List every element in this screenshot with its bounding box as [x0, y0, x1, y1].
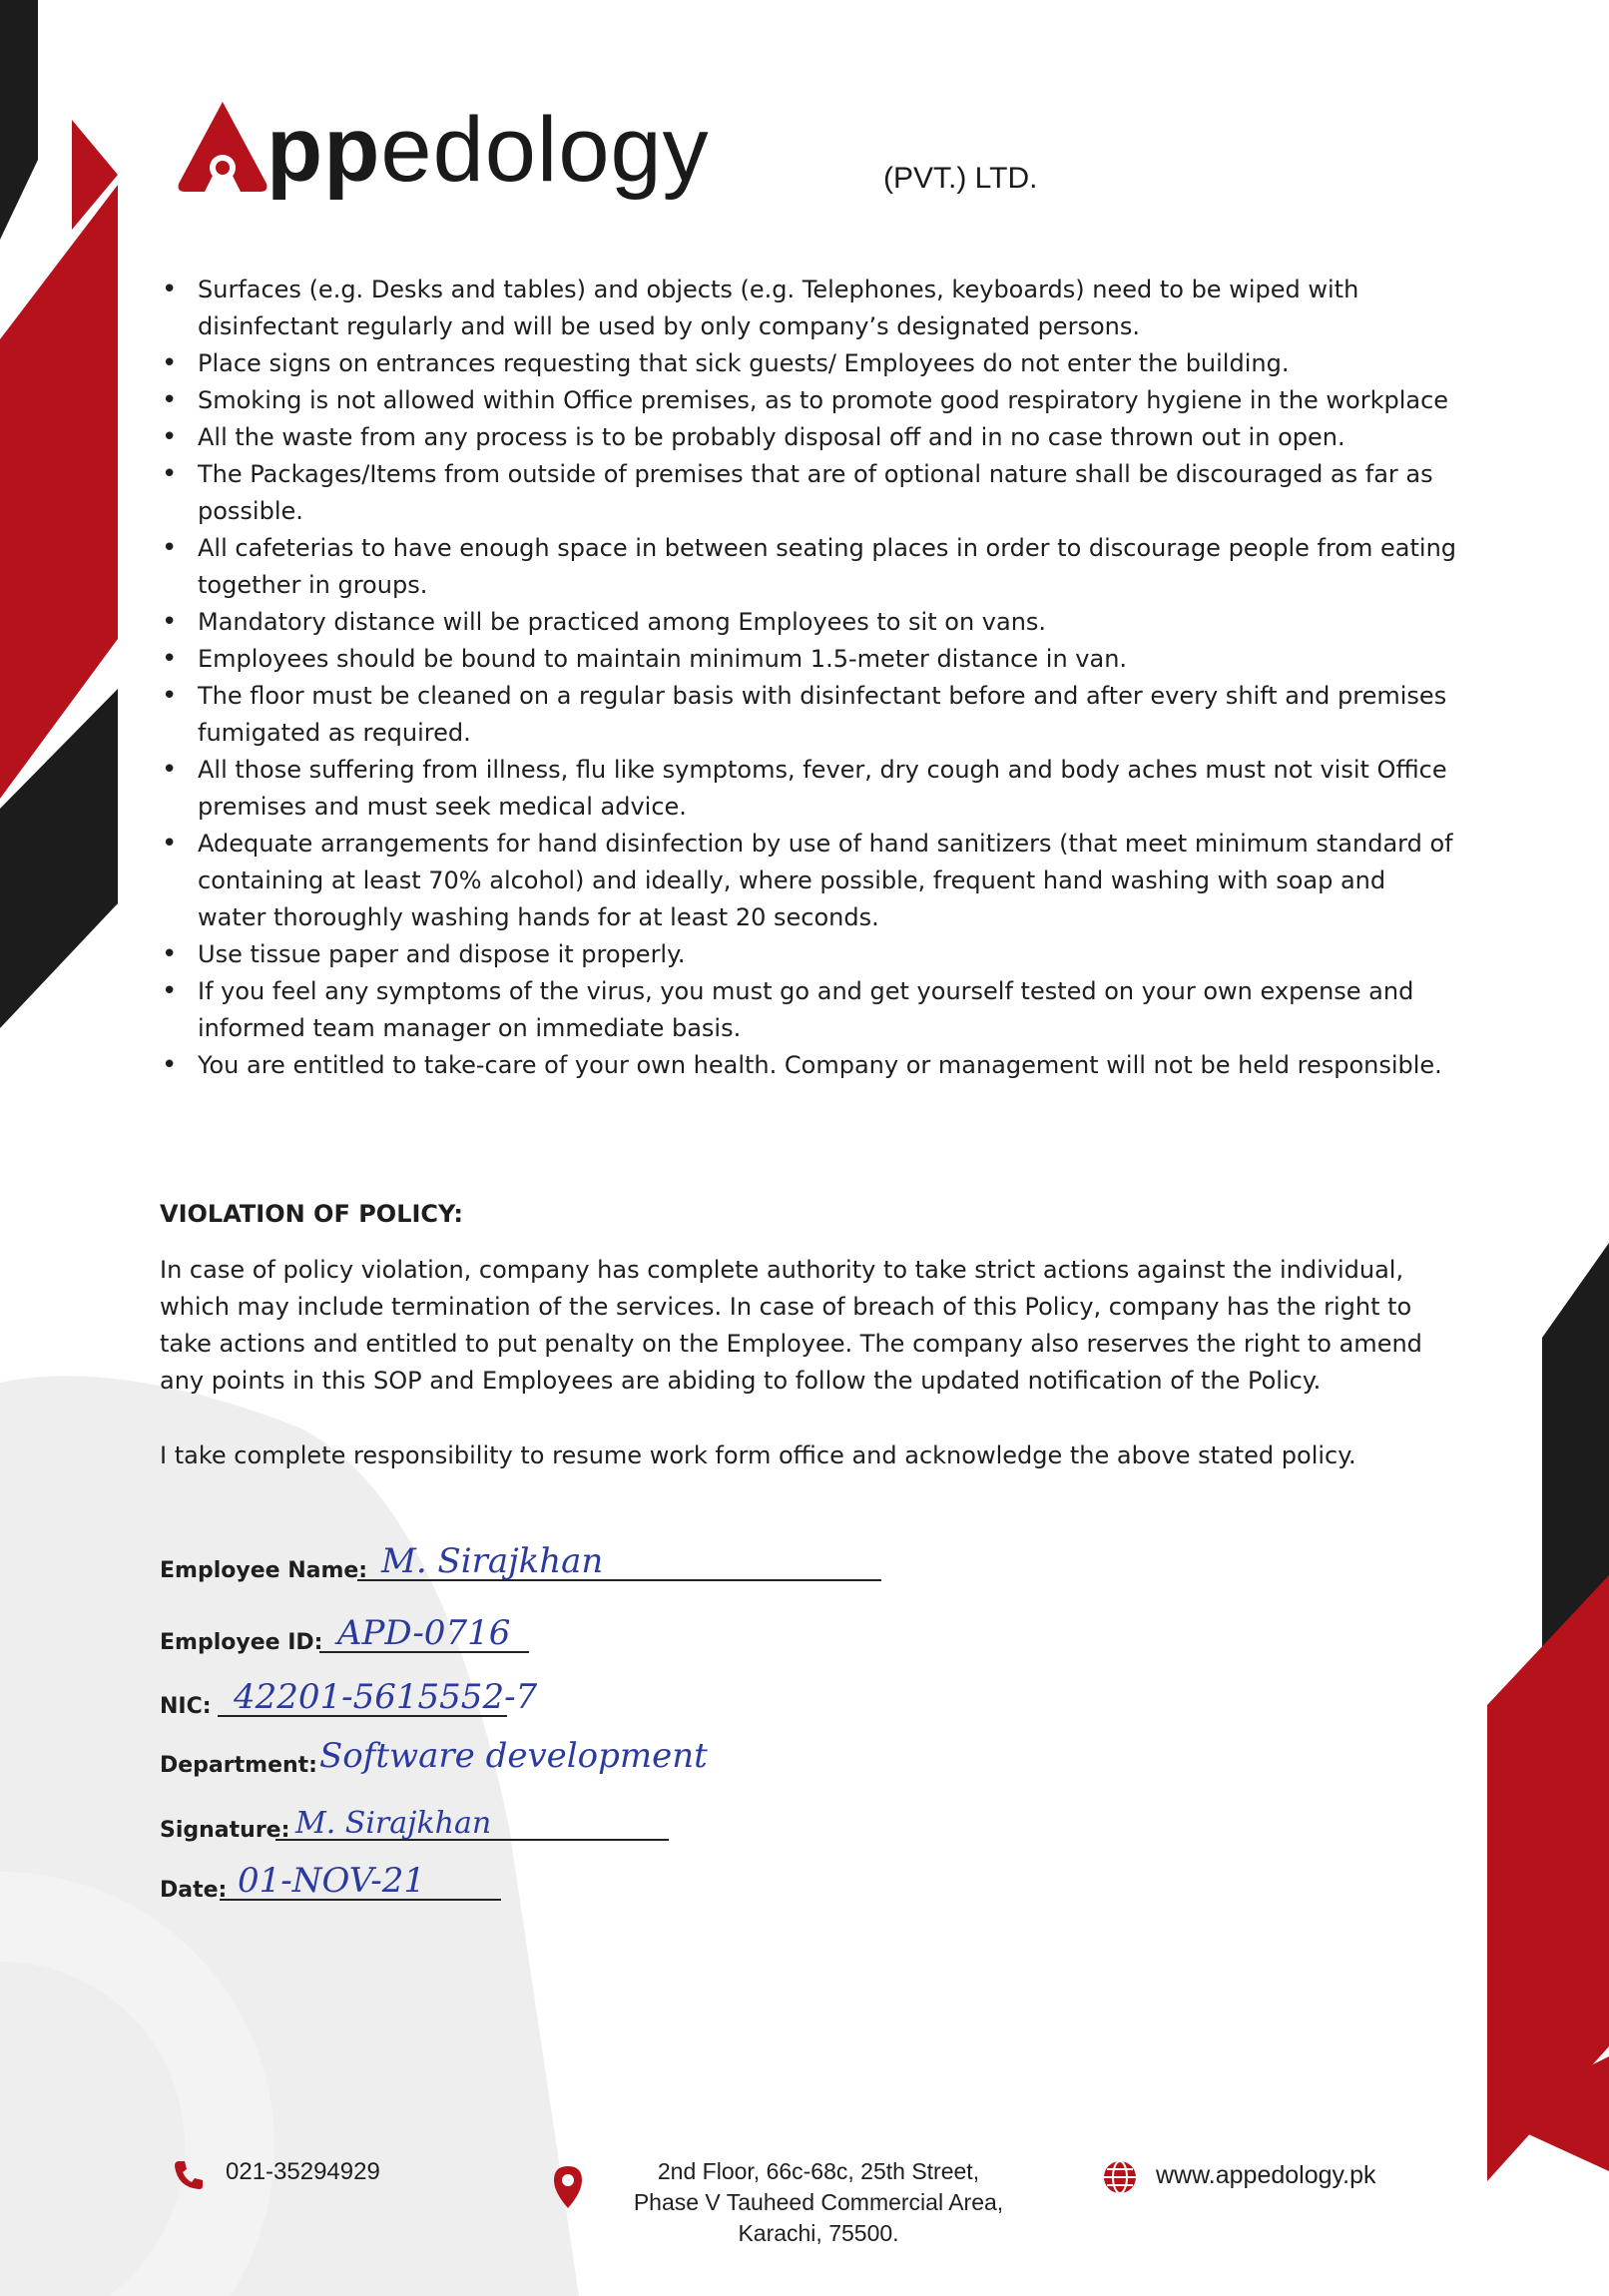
date-label: Date: — [160, 1878, 228, 1903]
employee-id-row — [160, 1609, 579, 1659]
logo-suffix: (PVT.) LTD. — [883, 162, 1038, 195]
logo-a-mark-icon — [175, 98, 270, 202]
employee-id-value[interactable]: APD-0716 — [337, 1613, 511, 1653]
globe-icon — [1102, 2159, 1138, 2195]
policy-bullet: • If you feel any symptoms of the virus, you must go and get yourself tested on your own expense and informed team manager on immediate basis. — [160, 973, 1457, 1047]
date-value[interactable]: 01-NOV-21 — [238, 1861, 425, 1901]
acknowledgement-paragraph: I take complete responsibility to resume work form office and acknowledge the above stated policy. — [160, 1441, 1356, 1469]
policy-bullet-list — [160, 272, 1457, 1084]
department-row — [160, 1732, 858, 1782]
logo-wordmark-light: edology — [380, 99, 710, 201]
policy-bullet: • Employees should be bound to maintain minimum 1.5-meter distance in van. — [160, 641, 1457, 678]
nic-row — [160, 1673, 579, 1723]
policy-bullet: • Adequate arrangements for hand disinfection by use of hand sanitizers (that meet minimum standard of containing at least 70% alcohol) and ideally, where possible, frequent hand washing with soap and water thoroughly washing hands for at least 20 seconds. — [160, 826, 1457, 936]
address-line-3: Karachi, 75500. — [738, 2220, 899, 2246]
company-logo — [175, 98, 1038, 208]
location-pin-icon — [552, 2164, 584, 2210]
signature-label: Signature: — [160, 1818, 290, 1843]
violation-heading: VIOLATION OF POLICY: — [160, 1200, 463, 1228]
department-value[interactable]: Software development — [319, 1736, 708, 1776]
left-black-stripe-top — [0, 0, 38, 240]
policy-bullet: • Mandatory distance will be practiced among Employees to sit on vans. — [160, 604, 1457, 641]
phone-icon — [172, 2158, 206, 2192]
policy-bullet: • Place signs on entrances requesting that sick guests/ Employees do not enter the building. — [160, 345, 1457, 382]
nic-value[interactable]: 42201-5615552-7 — [234, 1677, 538, 1717]
address-line-1: 2nd Floor, 66c-68c, 25th Street, — [657, 2158, 980, 2184]
left-red-band — [0, 185, 118, 799]
signature-value[interactable]: M. Sirajkhan — [295, 1806, 492, 1841]
violation-paragraph: In case of policy violation, company has complete authority to take strict actions against the individual, which may include termination of the services. In case of breach of this Policy, company has the right to take actions and entitled to put penalty on the Employee. The company also reserves the right to amend any points in this SOP and Employees are abiding to follow the updated notification of the Policy. — [160, 1256, 1422, 1395]
signature-row — [160, 1797, 679, 1847]
policy-bullet: • The Packages/Items from outside of premises that are of optional nature shall be discouraged as far as possible. — [160, 456, 1457, 530]
policy-bullet: • Surfaces (e.g. Desks and tables) and objects (e.g. Telephones, keyboards) need to be wiped with disinfectant regularly and will be used by only company’s designated persons. — [160, 272, 1457, 345]
logo-wordmark-bold: pp — [267, 99, 381, 201]
employee-id-label: Employee ID: — [160, 1630, 323, 1655]
policy-bullet: • The floor must be cleaned on a regular basis with disinfectant before and after every shift and premises fumigated as required. — [160, 678, 1457, 752]
department-label: Department: — [160, 1753, 317, 1778]
employee-name-label: Employee Name: — [160, 1558, 368, 1583]
policy-bullet: • Use tissue paper and dispose it properly. — [160, 936, 1457, 973]
footer-website-link[interactable]: www.appedology.pk — [1156, 2161, 1376, 2189]
policy-bullet: • All those suffering from illness, flu like symptoms, fever, dry cough and body aches must not visit Office premises and must seek medical advice. — [160, 752, 1457, 826]
footer-phone: 021-35294929 — [226, 2158, 380, 2185]
nic-label: NIC: — [160, 1694, 212, 1719]
date-row — [160, 1857, 579, 1907]
policy-bullet: • All the waste from any process is to be probably disposal off and in no case thrown out in open. — [160, 419, 1457, 456]
employee-name-row — [160, 1537, 888, 1587]
policy-bullet: • You are entitled to take-care of your own health. Company or management will not be held responsible. — [160, 1047, 1457, 1084]
employee-name-value[interactable]: M. Sirajkhan — [381, 1541, 604, 1581]
logo-wordmark — [267, 100, 710, 200]
policy-bullet: • Smoking is not allowed within Office premises, as to promote good respiratory hygiene in the workplace — [160, 382, 1457, 419]
policy-bullet: • All cafeterias to have enough space in between seating places in order to discourage people from eating together in groups. — [160, 530, 1457, 604]
address-line-2: Phase V Tauheed Commercial Area, — [633, 2189, 1004, 2215]
footer-address — [594, 2156, 1043, 2249]
